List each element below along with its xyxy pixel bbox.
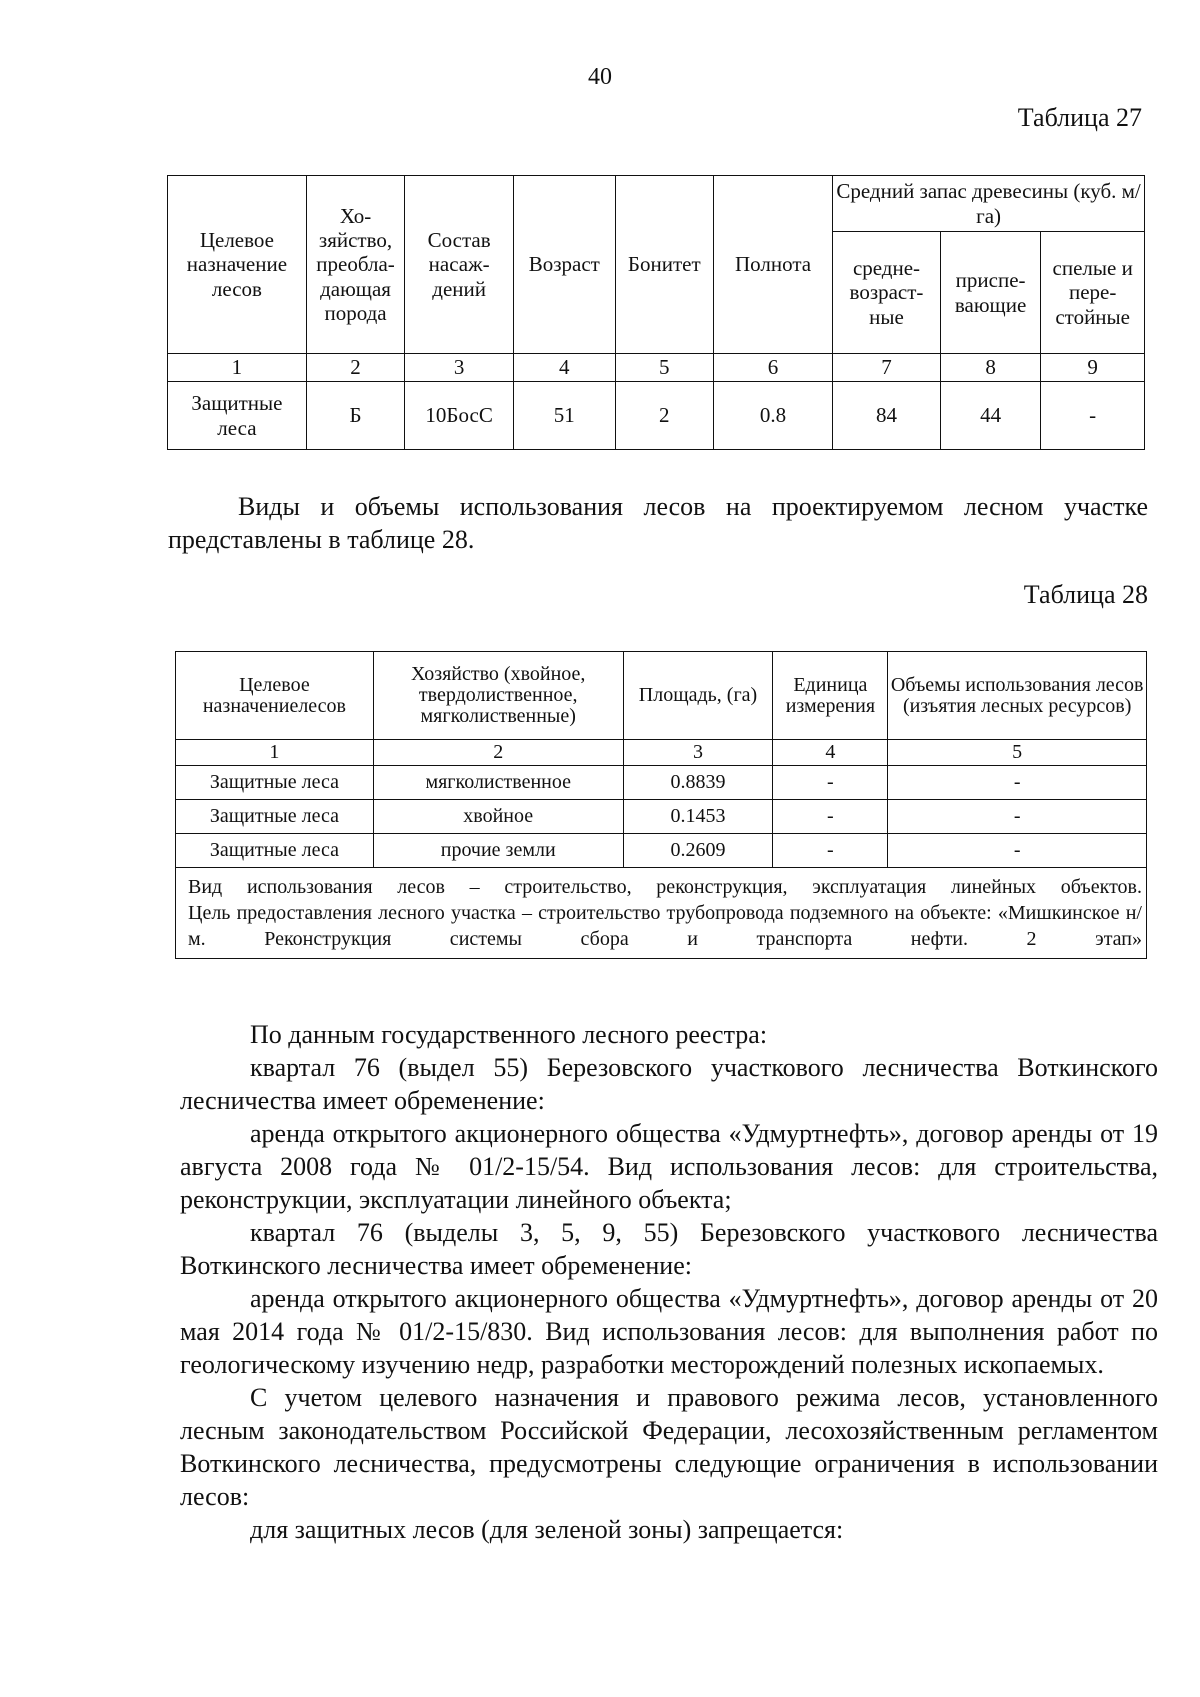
- header-economy: Хо-зяйство, преобла-дающая порода: [306, 176, 404, 354]
- note-purpose: Цель предоставления лесного участка – строительство трубопровода подземного на объекте: «Мишкинское н/м. Реконструкция системы сбора и транспорта нефти. 2 этап»: [188, 902, 1142, 950]
- paragraph: аренда открытого акционерного общества «Удмуртнефть», договор аренды от 19 августа 2008 года № 01/2-15/54. Вид использования лесов: для строительства, реконструкции, эксплуатации линейного объекта;: [180, 1119, 1158, 1214]
- col-num: 3: [405, 354, 514, 382]
- header-purpose: Целевое назначениелесов: [176, 652, 374, 740]
- cell-economy: прочие земли: [373, 834, 623, 868]
- col-num: 4: [773, 740, 888, 766]
- cell-bonitet: 2: [615, 382, 713, 450]
- col-num: 1: [176, 740, 374, 766]
- column-numbers-row: [168, 354, 1145, 382]
- col-num: 7: [833, 354, 941, 382]
- cell-economy: Б: [306, 382, 404, 450]
- cell-composition: 10БосС: [405, 382, 514, 450]
- col-num: 4: [514, 354, 616, 382]
- cell-unit: -: [773, 800, 888, 834]
- header-unit: Единица измерения: [773, 652, 888, 740]
- cell-purpose: Защитные леса: [176, 800, 374, 834]
- table-note-row: [176, 868, 1147, 959]
- paragraph: для защитных лесов (для зеленой зоны) запрещается:: [250, 1515, 844, 1544]
- table-row: [176, 834, 1147, 868]
- cell-volume: -: [888, 834, 1147, 868]
- header-stock-middle: средне-возраст-ные: [833, 232, 941, 354]
- header-age: Возраст: [514, 176, 616, 354]
- cell-stock-middle: 84: [833, 382, 941, 450]
- cell-economy: мягколиственное: [373, 766, 623, 800]
- column-numbers-row: [176, 740, 1147, 766]
- paragraph: По данным государственного лесного реестра:: [250, 1020, 768, 1049]
- cell-area: 0.1453: [623, 800, 773, 834]
- cell-unit: -: [773, 834, 888, 868]
- header-stock-group: Средний запас древесины (куб. м/га): [833, 176, 1145, 232]
- intro-text: Виды и объемы использования лесов на проектируемом лесном участке представлены в таблице 28.: [168, 492, 1148, 554]
- col-num: 5: [615, 354, 713, 382]
- cell-purpose: Защитные леса: [168, 382, 307, 450]
- col-num: 3: [623, 740, 773, 766]
- table-note: [176, 868, 1147, 959]
- header-volume: Объемы использования лесов (изъятия лесных ресурсов): [888, 652, 1147, 740]
- paragraph: аренда открытого акционерного общества «Удмуртнефть», договор аренды от 20 мая 2014 года № 01/2-15/830. Вид использования лесов: для выполнения работ по геологическому изучению недр, разработки месторождений полезных ископаемых.: [180, 1284, 1158, 1379]
- cell-area: 0.2609: [623, 834, 773, 868]
- table-28: [175, 651, 1147, 959]
- header-composition: Состав насаж-дений: [405, 176, 514, 354]
- cell-stock-mature: -: [1041, 382, 1145, 450]
- cell-purpose: Защитные леса: [176, 834, 374, 868]
- cell-volume: -: [888, 800, 1147, 834]
- body-text: [180, 1018, 1158, 1546]
- col-num: 8: [940, 354, 1040, 382]
- table-row: [176, 766, 1147, 800]
- cell-purpose: Защитные леса: [176, 766, 374, 800]
- header-stock-mature: спелые и пере-стойные: [1041, 232, 1145, 354]
- page-number: 40: [588, 64, 612, 90]
- header-bonitet: Бонитет: [615, 176, 713, 354]
- col-num: 2: [373, 740, 623, 766]
- table-28-caption: Таблица 28: [1023, 580, 1148, 609]
- col-num: 2: [306, 354, 404, 382]
- cell-area: 0.8839: [623, 766, 773, 800]
- table-row: [168, 382, 1145, 450]
- header-stock-premature: приспе-вающие: [940, 232, 1040, 354]
- paragraph: квартал 76 (выделы 3, 5, 9, 55) Березовского участкового лесничества Воткинского лесничества имеет обременение:: [180, 1218, 1158, 1280]
- cell-economy: хвойное: [373, 800, 623, 834]
- col-num: 9: [1041, 354, 1145, 382]
- intro-paragraph: [168, 490, 1148, 556]
- table-27-caption: Таблица 27: [1017, 103, 1142, 132]
- table-row: [176, 800, 1147, 834]
- cell-stock-premature: 44: [940, 382, 1040, 450]
- header-economy: Хозяйство (хвойное, твердолиственное, мягколиственные): [373, 652, 623, 740]
- table-27: [167, 175, 1145, 450]
- cell-unit: -: [773, 766, 888, 800]
- cell-volume: -: [888, 766, 1147, 800]
- paragraph: С учетом целевого назначения и правового режима лесов, установленного лесным законодательством Российской Федерации, лесохозяйственным регламентом Воткинского лесничества, предусмотрены следующие ограничения в использовании лесов:: [180, 1383, 1158, 1511]
- cell-age: 51: [514, 382, 616, 450]
- cell-density: 0.8: [713, 382, 832, 450]
- header-density: Полнота: [713, 176, 832, 354]
- paragraph: квартал 76 (выдел 55) Березовского участкового лесничества Воткинского лесничества имеет обременение:: [180, 1053, 1158, 1115]
- header-purpose: Целевое назначение лесов: [168, 176, 307, 354]
- header-area: Площадь, (га): [623, 652, 773, 740]
- note-usage-type: Вид использования лесов – строительство, реконструкция, эксплуатация линейных объектов.: [188, 876, 1142, 898]
- col-num: 1: [168, 354, 307, 382]
- col-num: 6: [713, 354, 832, 382]
- col-num: 5: [888, 740, 1147, 766]
